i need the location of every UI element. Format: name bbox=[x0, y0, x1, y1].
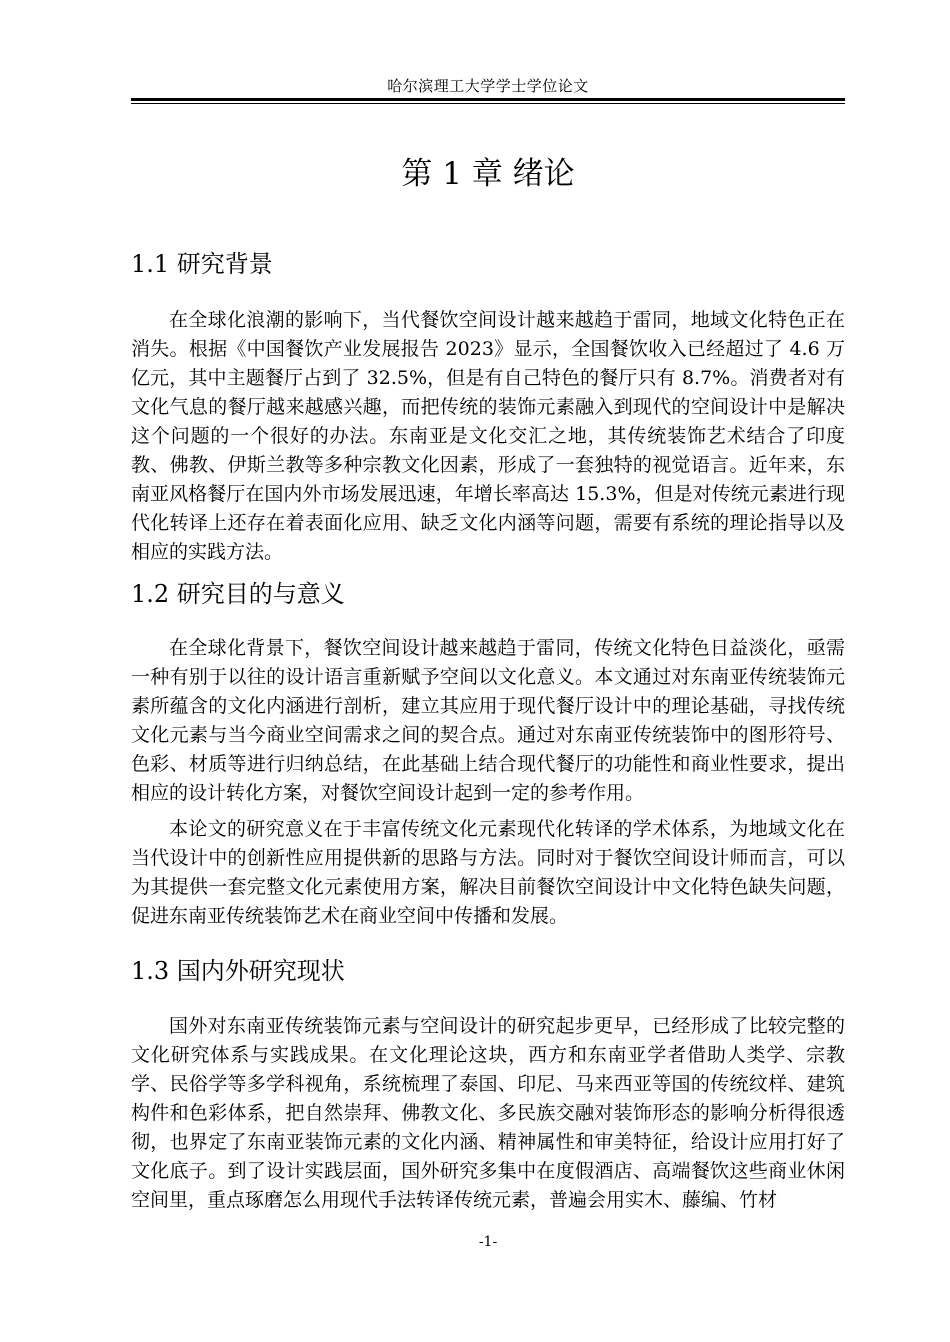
section-heading-1-1: 1.1 研究背景 bbox=[131, 250, 273, 278]
paragraph-1-1-1: 在全球化浪潮的影响下，当代餐饮空间设计越来越趋于雷同，地域文化特色正在消失。根据《中国餐饮产业发展报告 2023》显示，全国餐饮收入已经超过了 4.6 万亿元，其中主题餐厅占到了 32.5%，但是有自己特色的餐厅只有 8.7%。消费者对有文化气息的餐厅越来越感兴趣，而把传统的装饰元素融入到现代的空间设计中是解决这个问题的一个很好的办法。东南亚是文化交汇之地，其传统装饰艺术结合了印度教、佛教、伊斯兰教等多种宗教文化因素，形成了一套独特的视觉语言。近年来，东南亚风格餐厅在国内外市场发展迅速，年增长率高达 15.3%，但是对传统元素进行现代化转译上还存在着表面化应用、缺乏文化内涵等问题，需要有系统的理论指导以及相应的实践方法。 bbox=[131, 309, 845, 563]
header-rule-thin bbox=[131, 103, 845, 104]
section-heading-1-2: 1.2 研究目的与意义 bbox=[131, 580, 345, 608]
paragraph-1-2-2: 本论文的研究意义在于丰富传统文化元素现代化转译的学术体系，为地域文化在当代设计中的创新性应用提供新的思路与方法。同时对于餐饮空间设计师而言，可以为其提供一套完整文化元素使用方案，解决目前餐饮空间设计中文化特色缺失问题，促进东南亚传统装饰艺术在商业空间中传播和发展。 bbox=[131, 818, 845, 927]
header-rule-thick bbox=[131, 98, 845, 101]
page-number: -1- bbox=[478, 1234, 498, 1250]
chapter-title: 第 1 章 绪论 bbox=[401, 156, 575, 192]
running-header: 哈尔滨理工大学学士学位论文 bbox=[387, 77, 589, 95]
paragraph-1-2-1: 在全球化背景下，餐饮空间设计越来越趋于雷同，传统文化特色日益淡化，亟需一种有别于以往的设计语言重新赋予空间以文化意义。本文通过对东南亚传统装饰元素所蕴含的文化内涵进行剖析，建立其应用于现代餐厅设计中的理论基础，寻找传统文化元素与当今商业空间需求之间的契合点。通过对东南亚传统装饰中的图形符号、色彩、材质等进行归纳总结，在此基础上结合现代餐厅的功能性和商业性要求，提出相应的设计转化方案，对餐饮空间设计起到一定的参考作用。 bbox=[131, 637, 845, 804]
paragraph-1-3-1: 国外对东南亚传统装饰元素与空间设计的研究起步更早，已经形成了比较完整的文化研究体系与实践成果。在文化理论这块，西方和东南亚学者借助人类学、宗教学、民俗学等多学科视角，系统梳理了泰国、印尼、马来西亚等国的传统纹样、建筑构件和色彩体系，把自然崇拜、佛教文化、多民族交融对装饰形态的影响分析得很透彻，也界定了东南亚装饰元素的文化内涵、精神属性和审美特征，给设计应用打好了文化底子。到了设计实践层面，国外研究多集中在度假酒店、高端餐饮这些商业休闲空间里，重点琢磨怎么用现代手法转译传统元素，普遍会用实木、藤编、竹材 bbox=[131, 1015, 845, 1211]
section-heading-1-3: 1.3 国内外研究现状 bbox=[131, 957, 345, 985]
